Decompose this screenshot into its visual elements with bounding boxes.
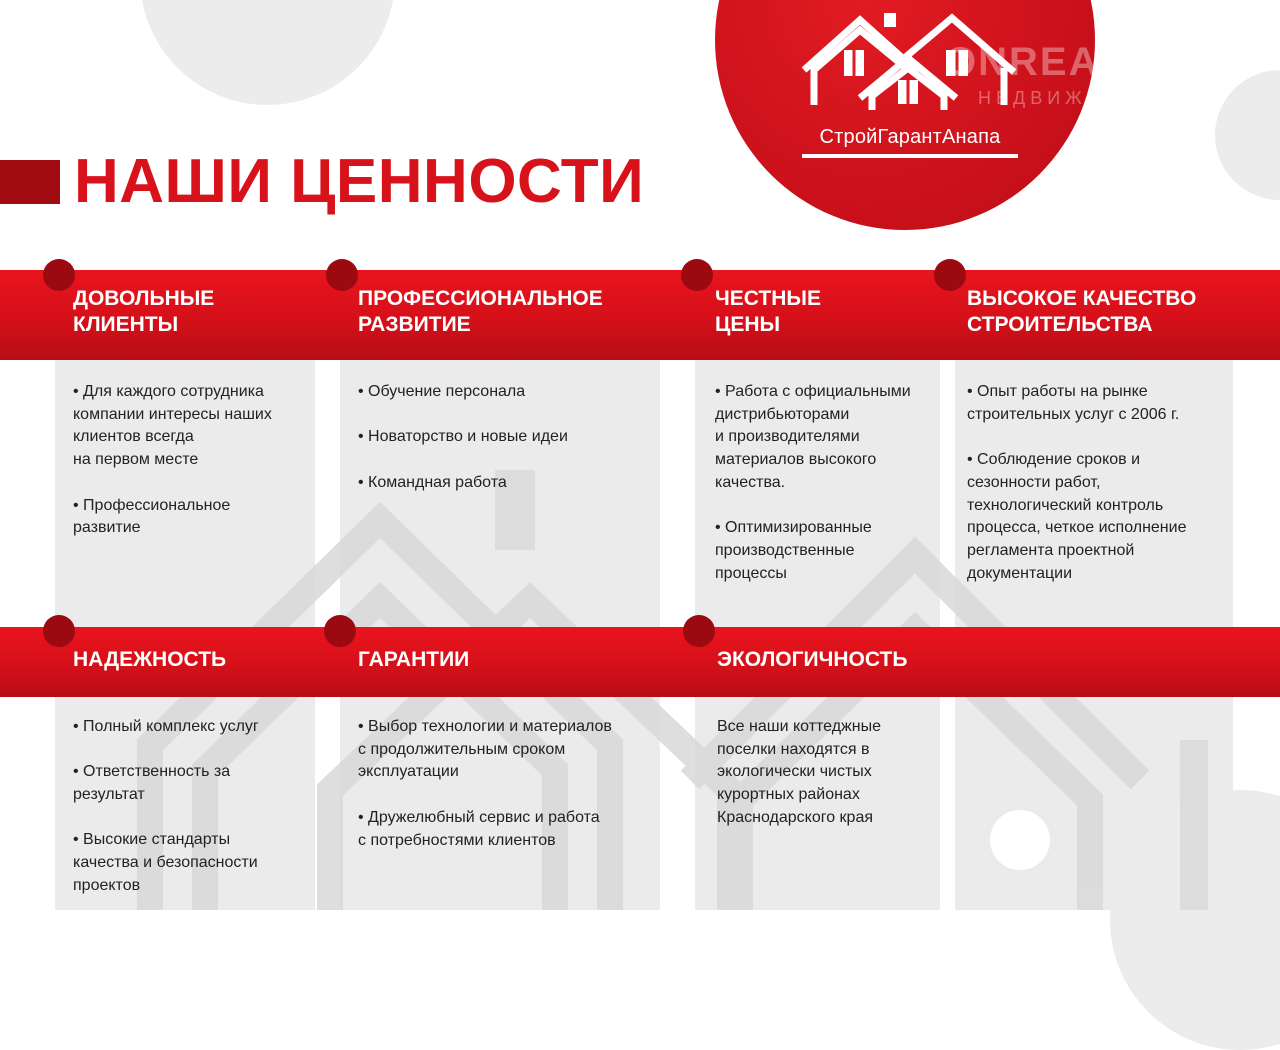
value-bullet-list: [715, 381, 940, 608]
marker-dot: [934, 259, 966, 291]
value-heading: ПРОФЕССИОНАЛЬНОЕ РАЗВИТИЕ: [358, 287, 603, 336]
list-item: • Работа с официальными дистрибьюторами и производителями материалов высокого качества.: [715, 383, 911, 491]
marker-dot: [43, 615, 75, 647]
decorative-dot: [990, 810, 1050, 870]
list-item: • Высокие стандарты качества и безопасности проектов: [73, 831, 258, 894]
list-item: • Опыт работы на рынке строительных услуг с 2006 г.: [967, 383, 1180, 423]
list-item: • Соблюдение сроков и сезонности работ, технологический контроль процесса, четкое исполнение регламента проектной документации: [967, 451, 1187, 582]
list-item: • Полный комплекс услуг: [73, 718, 259, 735]
value-bullet-list: [358, 716, 658, 875]
value-bullet-list: [73, 716, 313, 920]
value-heading: ЧЕСТНЫЕ ЦЕНЫ: [715, 287, 821, 336]
marker-dot: [326, 259, 358, 291]
value-bullet-list: [967, 381, 1232, 608]
title-accent-bar: [0, 160, 60, 204]
page-title: НАШИ ЦЕННОСТИ: [74, 147, 645, 216]
logo-name: СтройГарантАнапа: [819, 126, 1001, 148]
marker-dot: [683, 615, 715, 647]
value-bullet-list: [358, 381, 658, 517]
value-heading: ВЫСОКОЕ КАЧЕСТВО СТРОИТЕЛЬСТВА: [967, 287, 1197, 336]
list-item: • Ответственность за результат: [73, 763, 231, 804]
value-description: Все наши коттеджные поселки находятся в экологически чистых курортных районах Краснодарского края: [717, 718, 881, 826]
marker-dot: [324, 615, 356, 647]
value-heading: ГАРАНТИИ: [358, 648, 470, 671]
list-item: • Оптимизированные производственные процессы: [715, 519, 872, 582]
list-item: • Новаторство и новые идеи: [358, 428, 568, 446]
value-heading: ДОВОЛЬНЫЕ КЛИЕНТЫ: [73, 287, 215, 336]
value-heading: НАДЕЖНОСТЬ: [73, 648, 227, 671]
list-item: • Дружелюбный сервис и работа с потребностями клиентов: [358, 808, 600, 849]
logo-underline: [802, 154, 1018, 158]
marker-dot: [681, 259, 713, 291]
list-item: • Профессиональное развитие: [73, 496, 231, 537]
list-item: • Для каждого сотрудника компании интересы наших клиентов всегда на первом месте: [73, 383, 272, 469]
value-heading: ЭКОЛОГИЧНОСТЬ: [717, 648, 908, 671]
partner-logo-name: ONREALT: [945, 40, 1150, 84]
list-item: • Обучение персонала: [358, 383, 526, 400]
list-item: • Выбор технологии и материалов с продолжительным сроком эксплуатации: [358, 718, 612, 781]
list-item: • Командная работа: [358, 473, 507, 491]
marker-dot: [43, 259, 75, 291]
partner-logo-subtitle: НЕДВИЖИМОСТЬ: [978, 88, 1194, 108]
value-bullet-list: [73, 381, 313, 563]
